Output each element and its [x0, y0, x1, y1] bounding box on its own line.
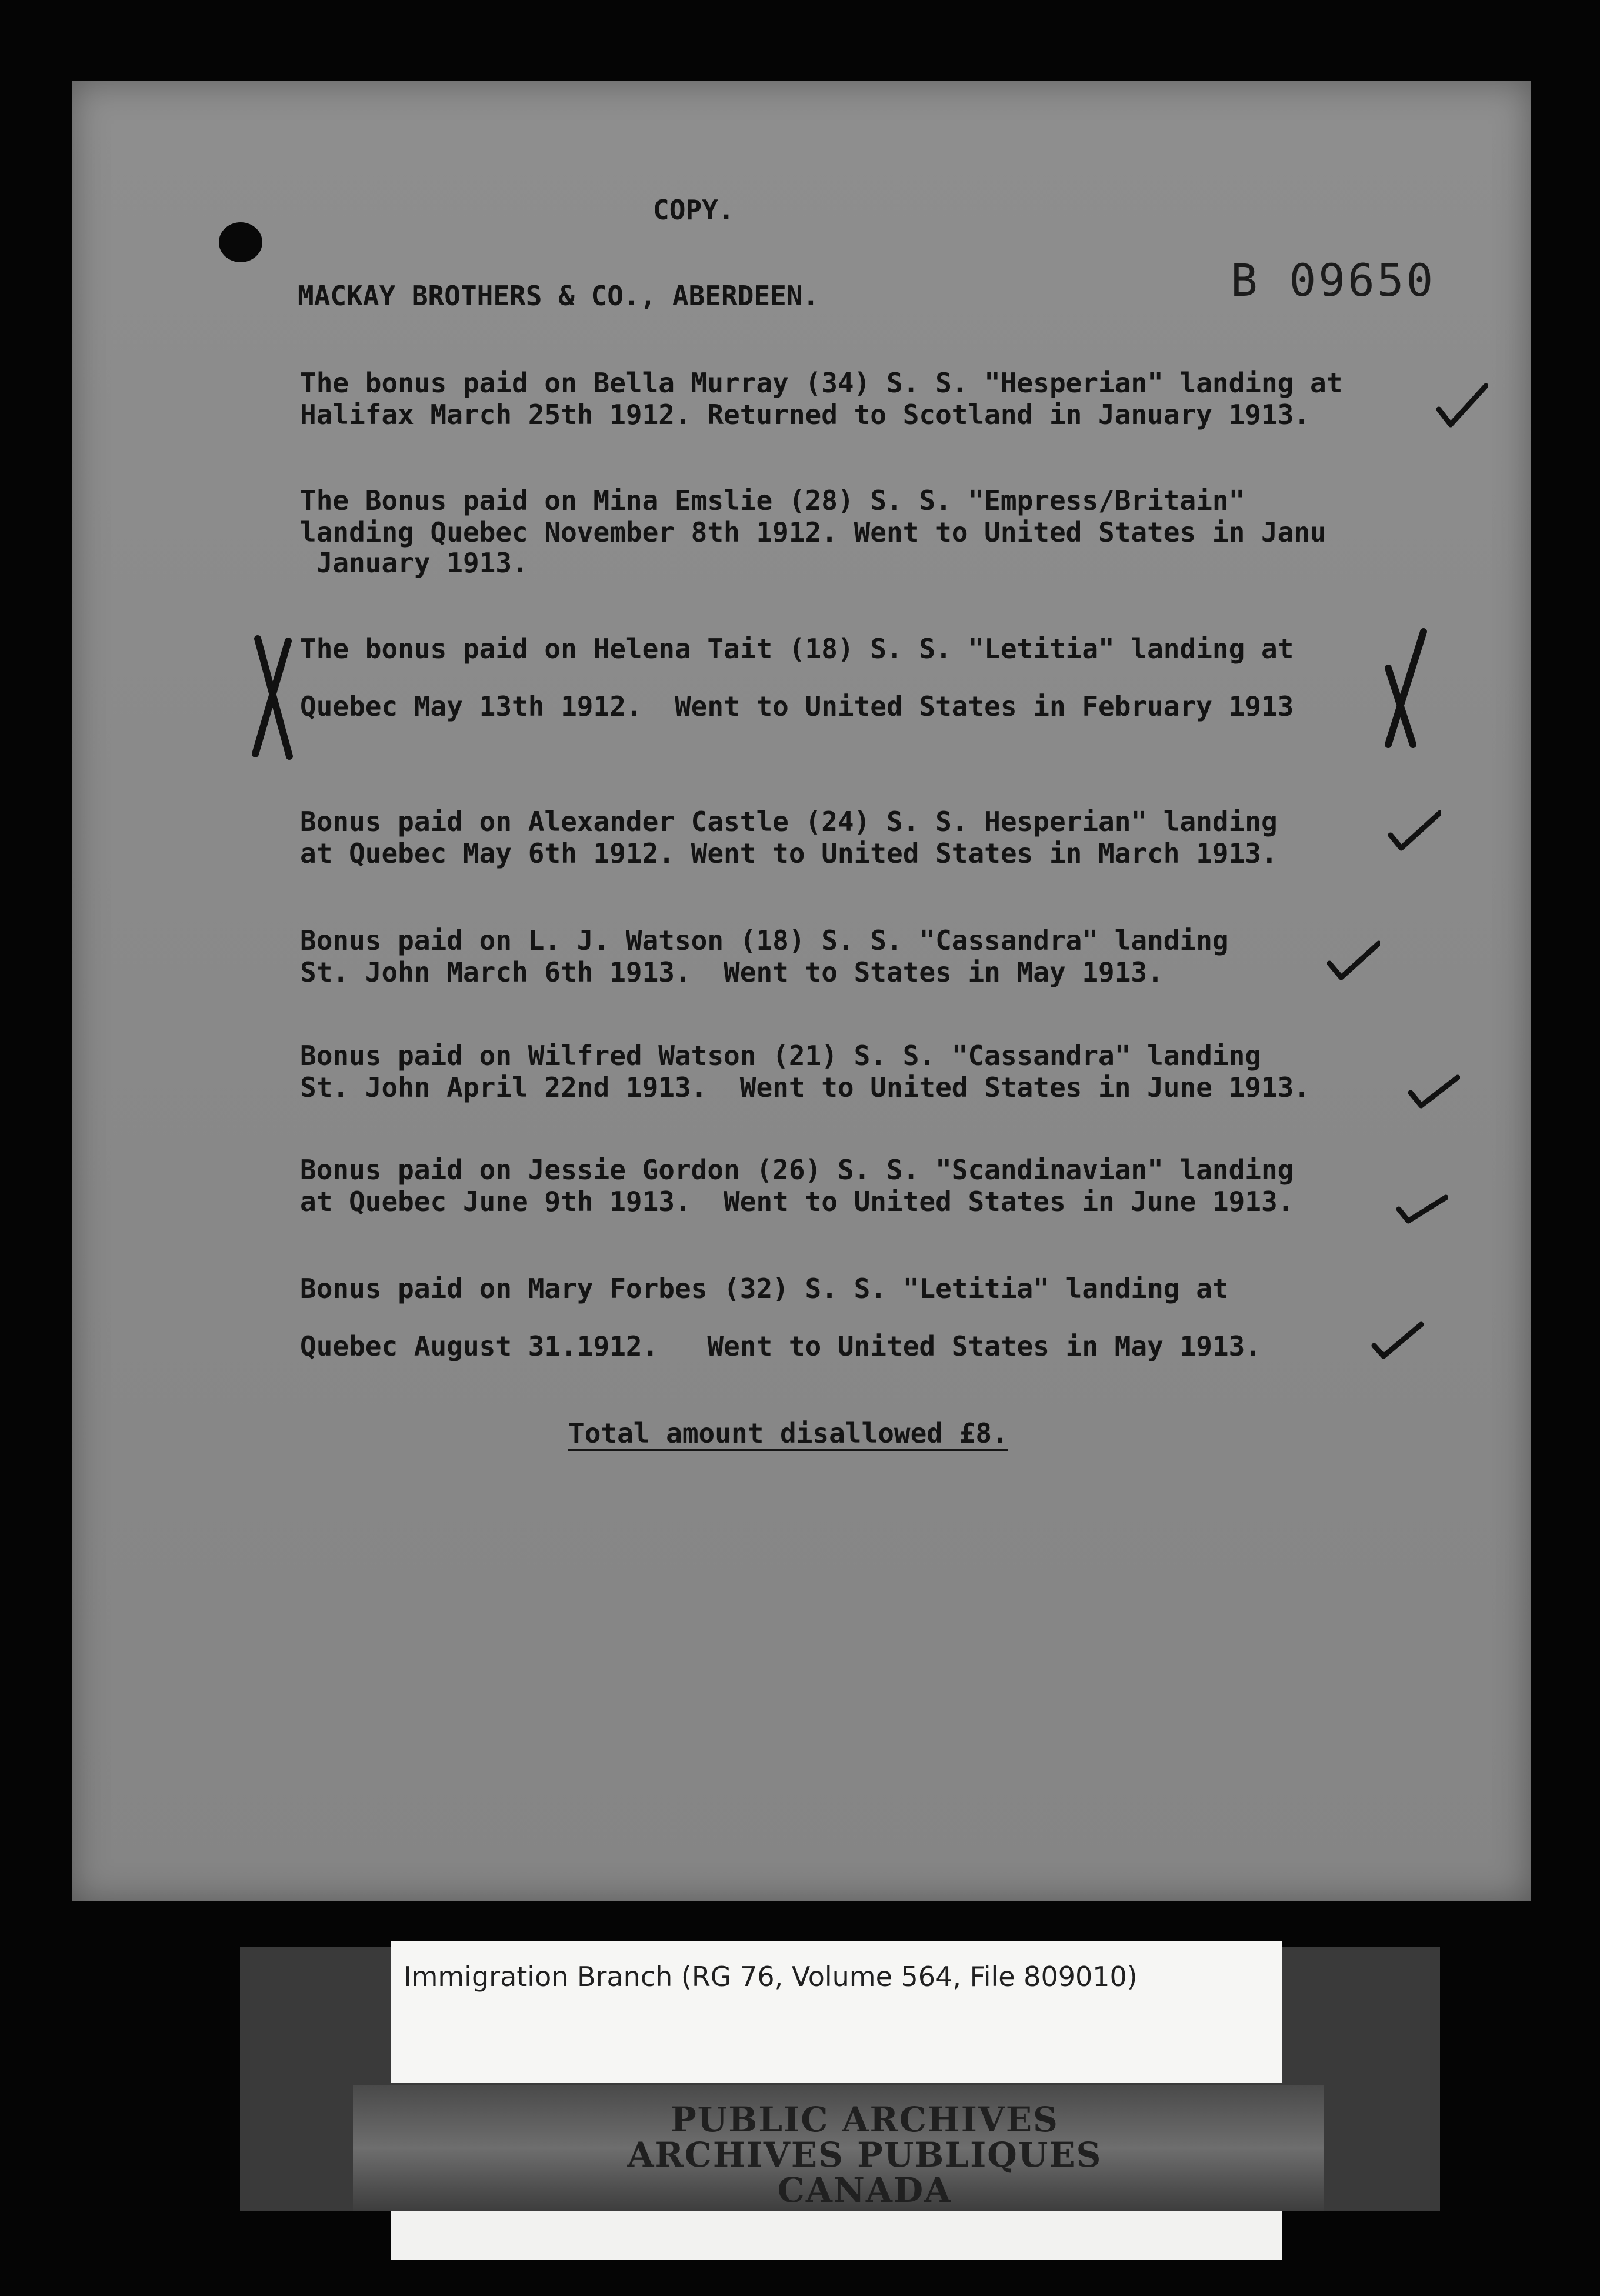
- entry-7-line-2: at Quebec June 9th 1913. Went to United States in June 1913.: [300, 1186, 1294, 1217]
- punch-hole: [219, 222, 262, 262]
- entry-6-line-1: Bonus paid on Wilfred Watson (21) S. S. "Cassandra" landing: [300, 1040, 1261, 1072]
- archive-reference: Immigration Branch (RG 76, Volume 564, File 809010): [404, 1961, 1138, 1993]
- entry-3-line-2: Quebec May 13th 1912. Went to United States in February 1913: [300, 690, 1294, 722]
- check-mark-icon: [1395, 1182, 1448, 1229]
- archive-stamp-line-1: PUBLIC ARCHIVES: [671, 2100, 1059, 2140]
- entry-1-line-1: The bonus paid on Bella Murray (34) S. S. "Hesperian" landing at: [300, 367, 1343, 399]
- entry-2-line-3: January 1913.: [300, 547, 528, 579]
- entry-5-line-2: St. John March 6th 1913. Went to States in May 1913.: [300, 956, 1164, 988]
- total-disallowed: Total amount disallowed £8.: [568, 1417, 1008, 1449]
- entry-7-line-1: Bonus paid on Jessie Gordon (26) S. S. "Scandinavian" landing: [300, 1154, 1294, 1186]
- entry-8-line-2: Quebec August 31.1912. Went to United States in May 1913.: [300, 1330, 1261, 1362]
- entry-5-line-1: Bonus paid on L. J. Watson (18) S. S. "Cassandra" landing: [300, 925, 1229, 956]
- check-mark-icon: [1435, 381, 1488, 428]
- archive-stamp-line-2: ARCHIVES PUBLIQUES: [627, 2135, 1102, 2175]
- cross-mark-icon: [247, 633, 300, 762]
- check-mark-icon: [1407, 1067, 1460, 1114]
- addressee-header: MACKAY BROTHERS & CO., ABERDEEN.: [298, 280, 819, 312]
- entry-1-line-2: Halifax March 25th 1912. Returned to Scotland in January 1913.: [300, 399, 1311, 430]
- archive-stamp-line-3: CANADA: [777, 2170, 952, 2210]
- check-mark-icon: [1371, 1316, 1424, 1363]
- check-mark-icon: [1388, 806, 1441, 853]
- bottom-label-card: [391, 2211, 1282, 2260]
- entry-4-line-2: at Quebec May 6th 1912. Went to United States in March 1913.: [300, 837, 1278, 869]
- copy-title: COPY.: [653, 194, 735, 226]
- check-mark-icon: [1327, 935, 1380, 982]
- cross-mark-icon: [1376, 627, 1429, 756]
- entry-4-line-1: Bonus paid on Alexander Castle (24) S. S. Hesperian" landing: [300, 806, 1278, 837]
- entry-2-line-1: The Bonus paid on Mina Emslie (28) S. S. "Empress/Britain": [300, 485, 1245, 516]
- file-number: B 09650: [1231, 254, 1436, 306]
- entry-2-line-2: landing Quebec November 8th 1912. Went to United States in Janu: [300, 516, 1326, 548]
- entry-8-line-1: Bonus paid on Mary Forbes (32) S. S. "Letitia" landing at: [300, 1273, 1229, 1304]
- entry-6-line-2: St. John April 22nd 1913. Went to United States in June 1913.: [300, 1072, 1311, 1103]
- document-sheet: [72, 81, 1531, 1901]
- entry-3-line-1: The bonus paid on Helena Tait (18) S. S. "Letitia" landing at: [300, 633, 1294, 665]
